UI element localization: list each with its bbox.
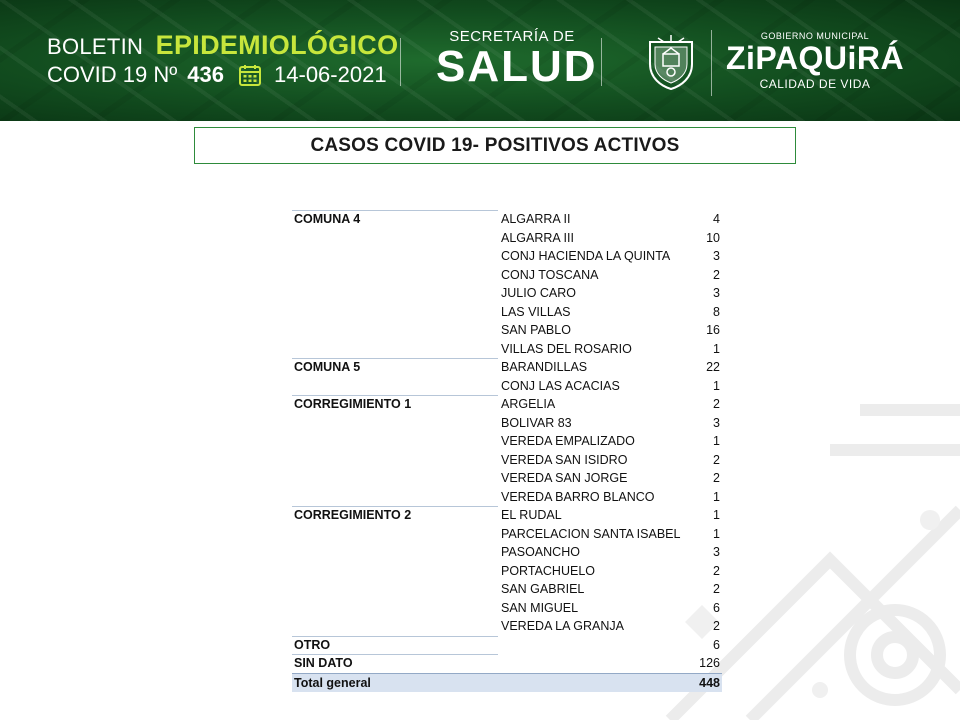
row-location: VEREDA EMPALIZADO: [501, 434, 635, 448]
table-row: [292, 266, 722, 285]
row-group: CORREGIMIENTO 1: [294, 397, 412, 411]
bulletin-title: [47, 30, 398, 61]
cases-table: [292, 210, 722, 692]
row-value: 2: [713, 563, 720, 578]
total-label: Total general: [294, 675, 371, 690]
row-location: PARCELACION SANTA ISABEL: [501, 526, 681, 541]
row-location: CONJ TOSCANA: [501, 267, 599, 282]
row-value: 2: [713, 582, 720, 596]
table-row: [292, 414, 722, 433]
row-location: CONJ LAS ACACIAS: [501, 378, 620, 393]
table-row: [292, 210, 722, 229]
calendar-icon: [238, 63, 262, 87]
table-row: [292, 284, 722, 303]
row-value: 2: [713, 397, 720, 411]
row-location: SAN MIGUEL: [501, 600, 579, 615]
table-row: [292, 395, 722, 414]
table-row: [292, 303, 722, 322]
row-value: 3: [713, 286, 720, 300]
row-location: PASOANCHO: [501, 545, 580, 559]
row-location: VEREDA SAN ISIDRO: [501, 452, 628, 467]
row-value: 1: [713, 508, 720, 522]
table-row: [292, 432, 722, 451]
covid-label: COVID 19 Nº: [47, 62, 178, 87]
table-row: [292, 617, 722, 636]
row-group: COMUNA 4: [294, 212, 361, 226]
row-value: 2: [713, 619, 720, 633]
salud-label: SALUD: [436, 42, 598, 91]
row-value: 10: [706, 230, 720, 245]
table-row: [292, 469, 722, 488]
row-value: 3: [713, 545, 720, 559]
row-group: SIN DATO: [294, 656, 353, 670]
table-row: [292, 488, 722, 507]
table-row: [292, 506, 722, 525]
row-value: 3: [713, 249, 720, 263]
row-location: SAN GABRIEL: [501, 582, 585, 596]
table-row: [292, 377, 722, 396]
boletin-label: BOLETIN: [47, 34, 144, 59]
table-row: [292, 654, 722, 673]
table-row: [292, 562, 722, 581]
table-row: [292, 321, 722, 340]
row-value: 16: [706, 323, 720, 337]
coat-of-arms-icon: [644, 34, 698, 90]
row-group: COMUNA 5: [294, 360, 361, 374]
header-divider: [711, 30, 712, 96]
table-row: [292, 340, 722, 359]
table-row: [292, 229, 722, 248]
gobierno-label: GOBIERNO MUNICIPAL: [760, 31, 870, 41]
row-location: VEREDA BARRO BLANCO: [501, 489, 655, 504]
row-location: BOLIVAR 83: [501, 415, 572, 430]
row-value: 1: [713, 526, 720, 541]
row-value: 1: [713, 378, 720, 393]
row-location: VILLAS DEL ROSARIO: [501, 341, 632, 356]
table-row: [292, 599, 722, 618]
row-value: 4: [713, 212, 720, 226]
row-location: VEREDA SAN JORGE: [501, 471, 628, 485]
row-value: 2: [713, 452, 720, 467]
row-value: 6: [713, 600, 720, 615]
row-value: 126: [699, 656, 720, 670]
row-location: JULIO CARO: [501, 286, 577, 300]
row-location: SAN PABLO: [501, 323, 571, 337]
table-row: [292, 636, 722, 655]
row-value: 8: [713, 304, 720, 319]
table-row: [292, 525, 722, 544]
total-value: 448: [699, 675, 720, 690]
row-value: 1: [713, 489, 720, 504]
header-banner: [0, 0, 960, 121]
bulletin-info: [47, 62, 387, 88]
row-group: CORREGIMIENTO 2: [294, 508, 412, 522]
row-location: BARANDILLAS: [501, 360, 588, 374]
table-row: [292, 451, 722, 470]
row-location: ALGARRA III: [501, 230, 574, 245]
row-location: VEREDA LA GRANJA: [501, 619, 624, 633]
table-row: [292, 358, 722, 377]
row-value: 22: [706, 360, 720, 374]
row-location: ARGELIA: [501, 397, 556, 411]
table-row: [292, 247, 722, 266]
total-row: [292, 673, 722, 693]
row-value: 6: [713, 637, 720, 652]
row-value: 2: [713, 471, 720, 485]
epidemiologico-label: EPIDEMIOLÓGICO: [155, 30, 399, 60]
row-value: 1: [713, 434, 720, 448]
row-group: OTRO: [294, 637, 331, 652]
row-value: 3: [713, 415, 720, 430]
header-divider: [601, 38, 602, 86]
bulletin-date: 14-06-2021: [274, 62, 387, 87]
row-location: EL RUDAL: [501, 508, 562, 522]
table-row: [292, 580, 722, 599]
municipio-logo-text: ZiPAQUiRÁ: [725, 40, 905, 76]
header-divider: [400, 38, 401, 86]
table-row: [292, 543, 722, 562]
secretaria-label: SECRETARÍA DE: [449, 28, 575, 45]
row-location: LAS VILLAS: [501, 304, 571, 319]
row-location: PORTACHUELO: [501, 563, 596, 578]
page-title: CASOS COVID 19- POSITIVOS ACTIVOS: [194, 127, 796, 164]
bulletin-number: 436: [187, 62, 225, 87]
row-location: ALGARRA II: [501, 212, 571, 226]
row-location: CONJ HACIENDA LA QUINTA: [501, 249, 671, 263]
row-value: 1: [713, 341, 720, 356]
slogan-label: CALIDAD DE VIDA: [759, 77, 871, 91]
row-value: 2: [713, 267, 720, 282]
